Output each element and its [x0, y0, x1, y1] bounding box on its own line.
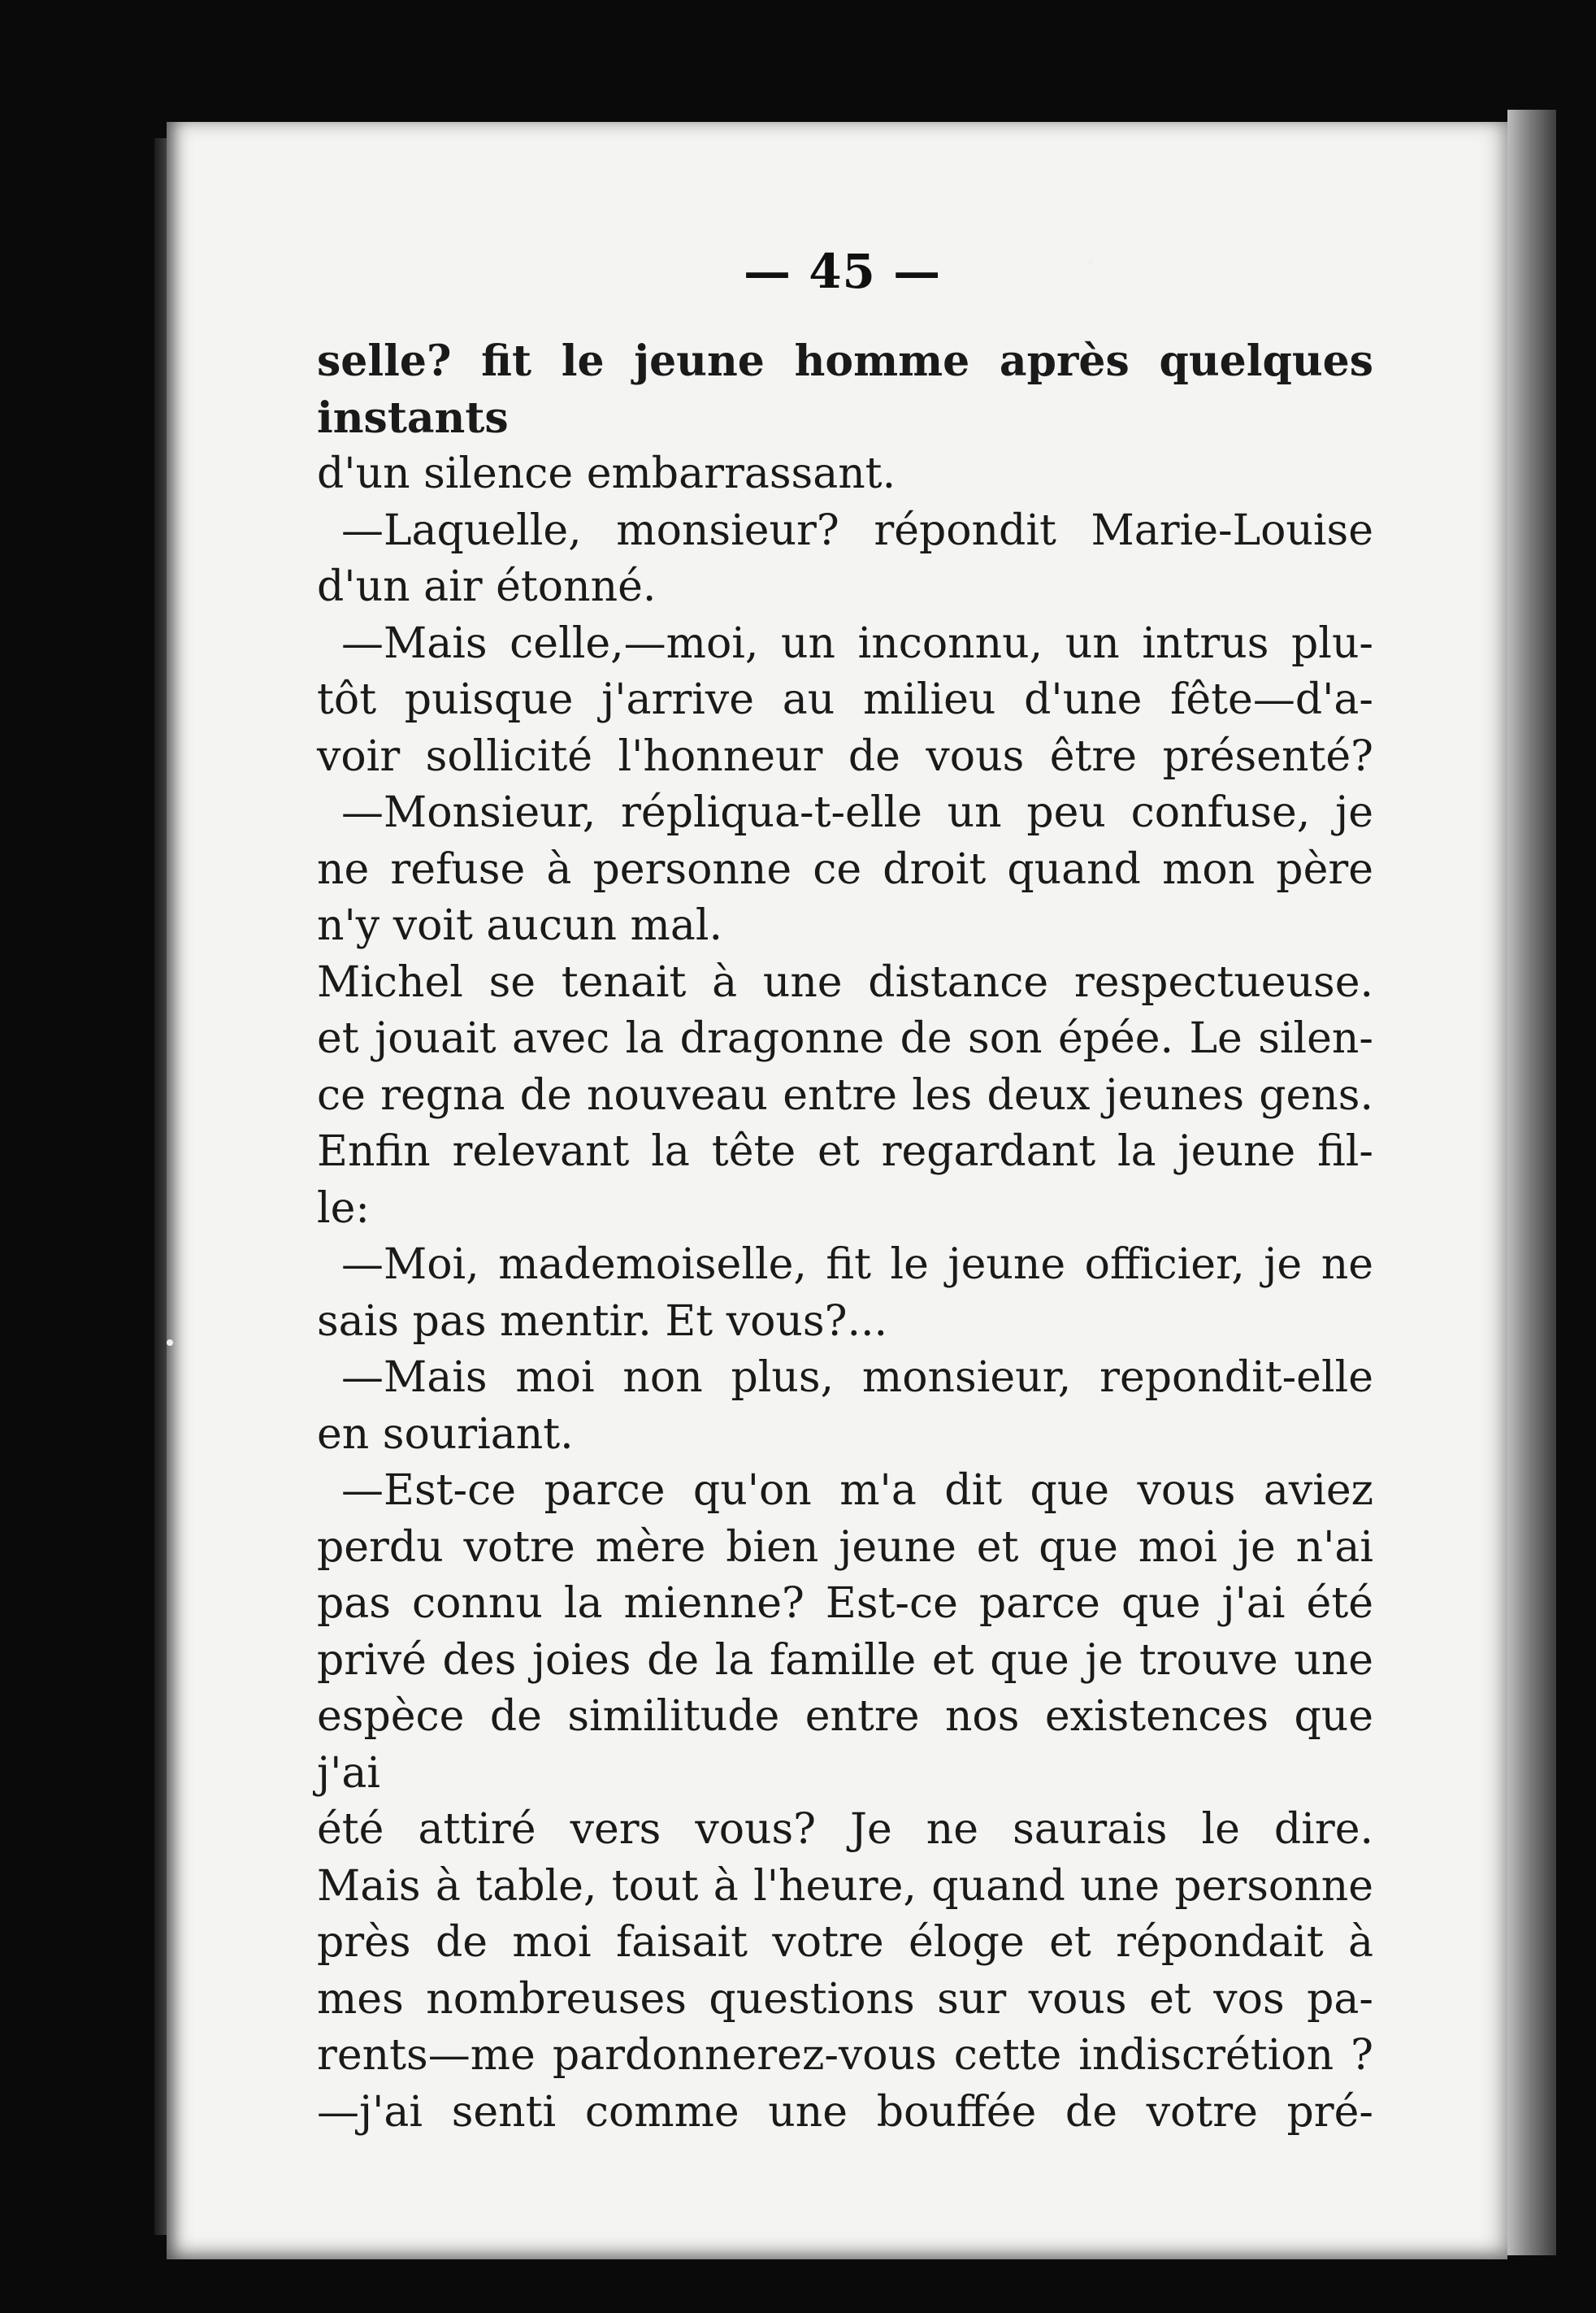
- text-line: près de moi faisait votre éloge et répondait à: [317, 1918, 1373, 1967]
- text-line: Michel se tenait à une distance respectueuse.: [317, 957, 1373, 1007]
- text-line: en souriant.: [317, 1409, 574, 1459]
- text-line: Enfin relevant la tête et regardant la jeune fil-: [317, 1127, 1373, 1176]
- text-line: privé des joies de la famille et que je trouve une: [317, 1635, 1373, 1685]
- text-line: rents—me pardonnerez-vous cette indiscrétion ?: [317, 2031, 1373, 2080]
- page-number: — 45 —: [744, 244, 942, 299]
- text-line: perdu votre mère bien jeune et que moi je n'ai: [317, 1522, 1373, 1572]
- page-text: [317, 333, 1373, 2141]
- text-line: et jouait avec la dragonne de son épée. Le silen-: [317, 1014, 1373, 1063]
- speck-mark: [1087, 258, 1094, 265]
- text-line: espèce de similitude entre nos existences que j'ai: [317, 1692, 1373, 1798]
- text-line: mes nombreuses questions sur vous et vos pa-: [317, 1974, 1373, 2024]
- text-line: —j'ai senti comme une bouffée de votre pré-: [317, 2087, 1373, 2137]
- text-line: —Est-ce parce qu'on m'a dit que vous aviez: [341, 1466, 1373, 1515]
- text-line: été attiré vers vous? Je ne saurais le dire.: [317, 1805, 1373, 1854]
- text-line: n'y voit aucun mal.: [317, 901, 723, 950]
- text-line: d'un air étonné.: [317, 562, 657, 611]
- text-line: —Monsieur, répliqua-t-elle un peu confuse, je: [341, 788, 1373, 837]
- text-line: d'un silence embarrassant.: [317, 449, 896, 498]
- page-edge-shadow: [1507, 110, 1556, 2255]
- text-line: —Mais celle,—moi, un inconnu, un intrus plu-: [341, 618, 1373, 668]
- text-line: le:: [317, 1183, 370, 1233]
- text-line: voir sollicité l'honneur de vous être présenté?: [317, 731, 1373, 781]
- text-line: tôt puisque j'arrive au milieu d'une fête—d'a-: [317, 675, 1373, 724]
- text-line: —Mais moi non plus, monsieur, repondit-elle: [341, 1353, 1373, 1402]
- text-line: Mais à table, tout à l'heure, quand une personne: [317, 1861, 1373, 1911]
- text-line: sais pas mentir. Et vous?...: [317, 1296, 888, 1346]
- text-line: pas connu la mienne? Est-ce parce que j'ai été: [317, 1579, 1373, 1628]
- text-line: ne refuse à personne ce droit quand mon père: [317, 844, 1373, 894]
- text-line: —Moi, mademoiselle, fit le jeune officier, je ne: [341, 1240, 1373, 1289]
- text-line: —Laquelle, monsieur? répondit Marie-Louise: [341, 506, 1373, 555]
- text-line: selle? fit le jeune homme après quelques instants: [317, 336, 1373, 443]
- text-line: ce regna de nouveau entre les deux jeunes gens.: [317, 1070, 1373, 1120]
- speck-mark: [167, 1339, 173, 1346]
